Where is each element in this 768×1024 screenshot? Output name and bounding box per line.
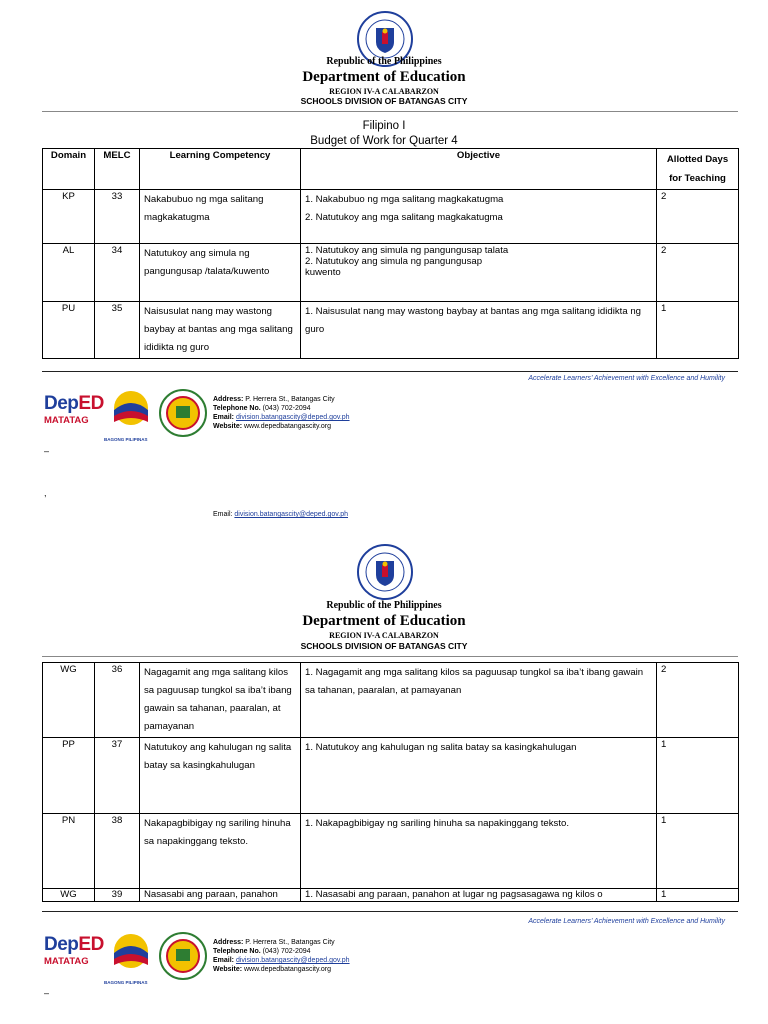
footer-motto: Accelerate Learners’ Achievement with Excellence and Humility [528, 375, 725, 382]
table-row [43, 190, 739, 244]
address-text: P. Herrera St., Batangas City [245, 396, 335, 403]
email-link[interactable]: division.batangascity@deped.gov.ph [235, 414, 350, 421]
email-line: Email: division.batangascity@deped.gov.ph [213, 511, 349, 518]
cell-melc: 36 [95, 663, 140, 738]
cell-competency: Nasasabi ang paraan, panahon [140, 889, 301, 902]
budget-table-page1 [42, 148, 739, 359]
col-melc: MELC [95, 149, 140, 190]
cell-objective: 1. Nasasabi ang paraan, panahon at lugar ng pagsasagawa ng kilos o [301, 889, 657, 902]
website-text: www.depedbatangascity.org [244, 423, 332, 430]
contact-block: Address: P. Herrera St., Batangas City Telephone No. (043) 702-2094 Email: division.batangascity@deped.gov.ph Website: www.depedbatangascity.org [213, 396, 350, 430]
matatag-text: MATATAG [44, 415, 89, 426]
address-text: P. Herrera St., Batangas City [245, 939, 335, 946]
table-row [43, 814, 739, 889]
department-title: Department of Education [302, 69, 466, 85]
cell-melc: 39 [95, 889, 140, 902]
cell-domain: PP [43, 738, 95, 814]
header-divider [42, 111, 738, 112]
table-row [43, 302, 739, 359]
table-row [43, 244, 739, 302]
cell-days: 1 [657, 814, 739, 889]
table-row [43, 889, 739, 902]
cell-domain: WG [43, 889, 95, 902]
republic-text: Republic of the Philippines [326, 56, 442, 67]
cell-melc: 33 [95, 190, 140, 244]
stray-comma: , [44, 488, 47, 498]
cell-days: 2 [657, 244, 739, 302]
cell-days: 2 [657, 663, 739, 738]
cell-competency: Nagagamit ang mga salitang kilos sa paguusap tungkol sa iba’t ibang gawain sa tahanan, paaralan, at pamayanan [140, 663, 301, 738]
stray-dash: – [44, 988, 50, 998]
telephone-text: (043) 702-2094 [262, 405, 311, 412]
cell-objective: 1. Natutukoy ang simula ng pangungusap talata 2. Natutukoy ang simula ng pangungusap kuwento [301, 244, 657, 302]
cell-melc: 35 [95, 302, 140, 359]
cell-objective: 1. Nakapagbibigay ng sariling hinuha sa napakinggang teksto. [301, 814, 657, 889]
col-days: Allotted Days for Teaching [657, 149, 739, 190]
deped-matatag-logo: DepED MATATAG [44, 393, 104, 426]
cell-domain: KP [43, 190, 95, 244]
stray-dash: – [44, 446, 50, 456]
cell-days: 1 [657, 738, 739, 814]
table-row [43, 663, 739, 738]
region-text: REGION IV-A CALABARZON [329, 631, 439, 640]
budget-title: Budget of Work for Quarter 4 [310, 135, 458, 147]
cell-objective: 1. Natutukoy ang kahulugan ng salita batay sa kasingkahulugan [301, 738, 657, 814]
cell-objective: 1. Nakabubuo ng mga salitang magkakatugma 2. Natutukoy ang mga salitang magkakatugma [301, 190, 657, 244]
header-divider [42, 656, 738, 657]
deped-seal-icon [356, 543, 414, 601]
cell-melc: 38 [95, 814, 140, 889]
cell-melc: 34 [95, 244, 140, 302]
department-title: Department of Education [302, 613, 466, 629]
division-text: SCHOOLS DIVISION OF BATANGAS CITY [300, 96, 468, 106]
cell-melc: 37 [95, 738, 140, 814]
footer-divider [42, 911, 738, 912]
cell-objective: 1. Naisusulat nang may wastong baybay at bantas ang mga salitang ididikta ng guro [301, 302, 657, 359]
cell-competency: Nakapagbibigay ng sariling hinuha sa napakinggang teksto. [140, 814, 301, 889]
republic-text: Republic of the Philippines [326, 600, 442, 611]
division-seal-icon [158, 931, 208, 981]
email-link[interactable]: division.batangascity@deped.gov.ph [234, 511, 349, 518]
telephone-text: (043) 702-2094 [262, 948, 311, 955]
cell-competency: Nakabubuo ng mga salitang magkakatugma [140, 190, 301, 244]
bagong-pilipinas-logo-icon [106, 388, 156, 436]
col-competency: Learning Competency [140, 149, 301, 190]
col-objective: Objective [301, 149, 657, 190]
cell-days: 1 [657, 302, 739, 359]
cell-domain: PU [43, 302, 95, 359]
bagong-pilipinas-text: BAGONG PILIPINAS [104, 437, 148, 442]
cell-days: 1 [657, 889, 739, 902]
cell-competency: Natutukoy ang simula ng pangungusap /talata/kuwento [140, 244, 301, 302]
website-text: www.depedbatangascity.org [244, 966, 332, 973]
footer-motto: Accelerate Learners’ Achievement with Excellence and Humility [528, 918, 725, 925]
table-row [43, 738, 739, 814]
cell-competency: Natutukoy ang kahulugan ng salita batay sa kasingkahulugan [140, 738, 301, 814]
cell-domain: WG [43, 663, 95, 738]
table-header-row [43, 149, 739, 190]
region-text: REGION IV-A CALABARZON [329, 87, 439, 96]
cell-days: 2 [657, 190, 739, 244]
bagong-pilipinas-text: BAGONG PILIPINAS [104, 980, 148, 985]
cell-objective: 1. Nagagamit ang mga salitang kilos sa paguusap tungkol sa iba’t ibang gawain sa tahanan, paaralan, at pamayanan [301, 663, 657, 738]
cell-domain: PN [43, 814, 95, 889]
budget-table-page2 [42, 662, 739, 902]
division-seal-icon [158, 388, 208, 438]
division-text: SCHOOLS DIVISION OF BATANGAS CITY [300, 641, 468, 651]
matatag-text: MATATAG [44, 956, 89, 967]
cell-competency: Naisusulat nang may wastong baybay at bantas ang mga salitang ididikta ng guro [140, 302, 301, 359]
col-domain: Domain [43, 149, 95, 190]
cell-domain: AL [43, 244, 95, 302]
email-link[interactable]: division.batangascity@deped.gov.ph [235, 957, 350, 964]
footer-divider [42, 371, 738, 372]
contact-block: Address: P. Herrera St., Batangas City Telephone No. (043) 702-2094 Email: division.batangascity@deped.gov.ph Website: www.depedbatangascity.org [213, 939, 350, 973]
subject-title: Filipino I [362, 120, 406, 132]
deped-matatag-logo: DepED MATATAG [44, 934, 104, 967]
bagong-pilipinas-logo-icon [106, 931, 156, 979]
